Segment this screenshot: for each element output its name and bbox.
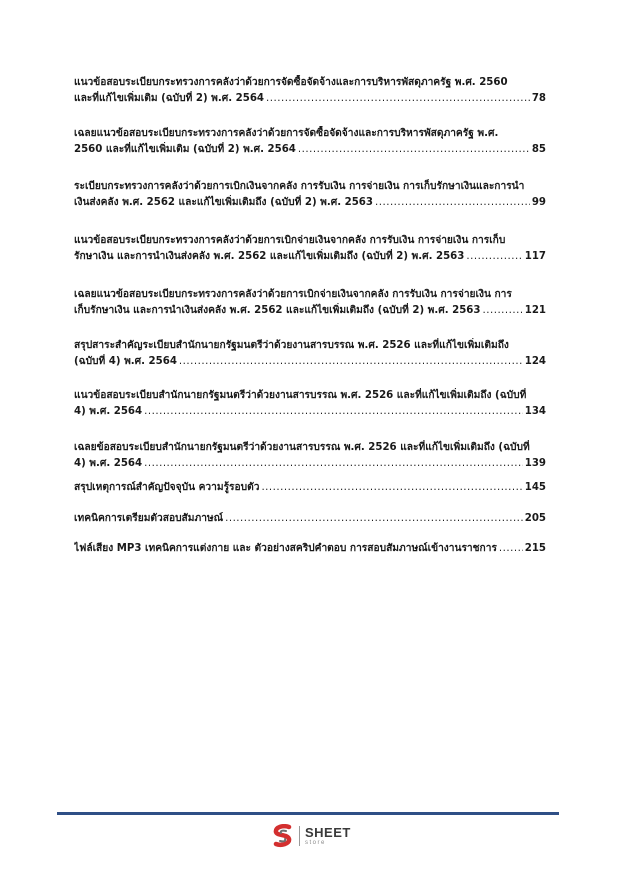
toc-page-number: 134: [524, 406, 546, 417]
toc-entry-title: สรุปเหตุการณ์สำคัญปัจจุบัน ความรู้รอบตัว: [74, 482, 260, 493]
toc-entry-title-line2: เงินส่งคลัง พ.ศ. 2562 และแก้ไขเพิ่มเติมถึง (ฉบับที่ 2) พ.ศ. 2563: [74, 197, 373, 208]
toc-entry-title-line1: สรุปสาระสำคัญระเบียบสำนักนายกรัฐมนตรีว่าด้วยงานสารบรรณ พ.ศ. 2526 และที่แก้ไขเพิ่มเติมถึง: [74, 340, 509, 351]
toc-page-number: 99: [531, 197, 546, 208]
dot-leader: [225, 511, 523, 527]
toc-entry-title-line2: รักษาเงิน และการนำเงินส่งคลัง พ.ศ. 2562 และแก้ไขเพิ่มเติมถึง (ฉบับที่ 2) พ.ศ. 2563: [74, 251, 465, 262]
dot-leader: [482, 303, 522, 319]
toc-entry-title-line1: แนวข้อสอบระเบียบกระทรวงการคลังว่าด้วยการเบิกจ่ายเงินจากคลัง การรับเงิน การจ่ายเงิน การเก็บ: [74, 235, 506, 246]
toc-entry-title-line1: ระเบียบกระทรวงการคลังว่าด้วยการเบิกเงินจากคลัง การรับเงิน การจ่ายเงิน การเก็บรักษาเงินและการนำ: [74, 181, 525, 192]
toc-entry-title-line1: แนวข้อสอบระเบียบสำนักนายกรัฐมนตรีว่าด้วยงานสารบรรณ พ.ศ. 2526 และที่แก้ไขเพิ่มเติมถึง (ฉบับที่: [74, 390, 527, 401]
toc-entry-title-line2: 4) พ.ศ. 2564: [74, 458, 143, 469]
toc-page-number: 139: [524, 458, 546, 469]
dot-leader: [466, 249, 522, 265]
toc-page-number: 145: [524, 482, 546, 493]
logo-wordmark: SHEET: [305, 825, 351, 840]
toc-page-number: 117: [524, 251, 546, 262]
toc-entry[interactable]: [74, 126, 546, 158]
toc-entry-title-line2: เก็บรักษาเงิน และการนำเงินส่งคลัง พ.ศ. 2562 และแก้ไขเพิ่มเติมถึง (ฉบับที่ 2) พ.ศ. 2563: [74, 305, 481, 316]
toc-entry-title-line1: แนวข้อสอบระเบียบกระทรวงการคลังว่าด้วยการจัดซื้อจัดจ้างและการบริหารพัสดุภาครัฐ พ.ศ. 2560: [74, 77, 508, 88]
toc-entry[interactable]: [74, 388, 546, 420]
toc-entry-title-line1: เฉลยแนวข้อสอบระเบียบกระทรวงการคลังว่าด้วยการเบิกจ่ายเงินจากคลัง การรับเงิน การจ่ายเงิน การ: [74, 289, 512, 300]
toc-entry[interactable]: [74, 75, 546, 107]
toc-entry[interactable]: [74, 233, 546, 265]
dot-leader: [261, 480, 522, 496]
toc-entry-title-line1: เฉลยแนวข้อสอบระเบียบกระทรวงการคลังว่าด้วยการจัดซื้อจัดจ้างและการบริหารพัสดุภาครัฐ พ.ศ.: [74, 128, 499, 139]
toc-page-number: 205: [524, 513, 546, 524]
toc-entry-title-line2: 2560 และที่แก้ไขเพิ่มเติม (ฉบับที่ 2) พ.ศ. 2564: [74, 144, 296, 155]
sheet-store-logo-mark-icon: [272, 824, 294, 848]
dot-leader: [144, 404, 523, 420]
toc-page-number: 85: [531, 144, 546, 155]
logo-text: [299, 826, 351, 846]
sheet-store-logo: [272, 824, 351, 848]
toc-entry[interactable]: [74, 179, 546, 211]
footer-rule: [57, 812, 559, 815]
toc-entry-title: เทคนิคการเตรียมตัวสอบสัมภาษณ์: [74, 513, 224, 524]
dot-leader: [266, 91, 530, 107]
dot-leader: [298, 142, 530, 158]
toc-page-number: 215: [524, 543, 546, 554]
toc-entry[interactable]: [74, 480, 546, 496]
toc-entry-title-line2: และที่แก้ไขเพิ่มเติม (ฉบับที่ 2) พ.ศ. 2564: [74, 93, 264, 104]
toc-entry[interactable]: [74, 511, 546, 527]
toc-entry-title: ไฟล์เสียง MP3 เทคนิคการแต่งกาย และ ตัวอย่างสคริปคำตอบ การสอบสัมภาษณ์เข้างานราชการ: [74, 543, 497, 554]
toc-entry[interactable]: [74, 440, 546, 472]
toc-entry-title-line2: (ฉบับที่ 4) พ.ศ. 2564: [74, 356, 177, 367]
dot-leader: [499, 541, 523, 557]
dot-leader: [179, 354, 523, 370]
toc-entry[interactable]: [74, 338, 546, 370]
logo-subtitle: store: [305, 840, 326, 846]
dot-leader: [375, 195, 530, 211]
toc-page-number: 121: [524, 305, 546, 316]
toc-page-number: 124: [524, 356, 546, 367]
dot-leader: [144, 456, 523, 472]
toc-entry-title-line1: เฉลยข้อสอบระเบียบสำนักนายกรัฐมนตรีว่าด้วยงานสารบรรณ พ.ศ. 2526 และที่แก้ไขเพิ่มเติมถึง (ฉบับที่: [74, 442, 530, 453]
toc-entry[interactable]: [74, 287, 546, 319]
toc-page-number: 78: [531, 93, 546, 104]
toc-entry[interactable]: [74, 541, 546, 557]
toc-entry-title-line2: 4) พ.ศ. 2564: [74, 406, 143, 417]
